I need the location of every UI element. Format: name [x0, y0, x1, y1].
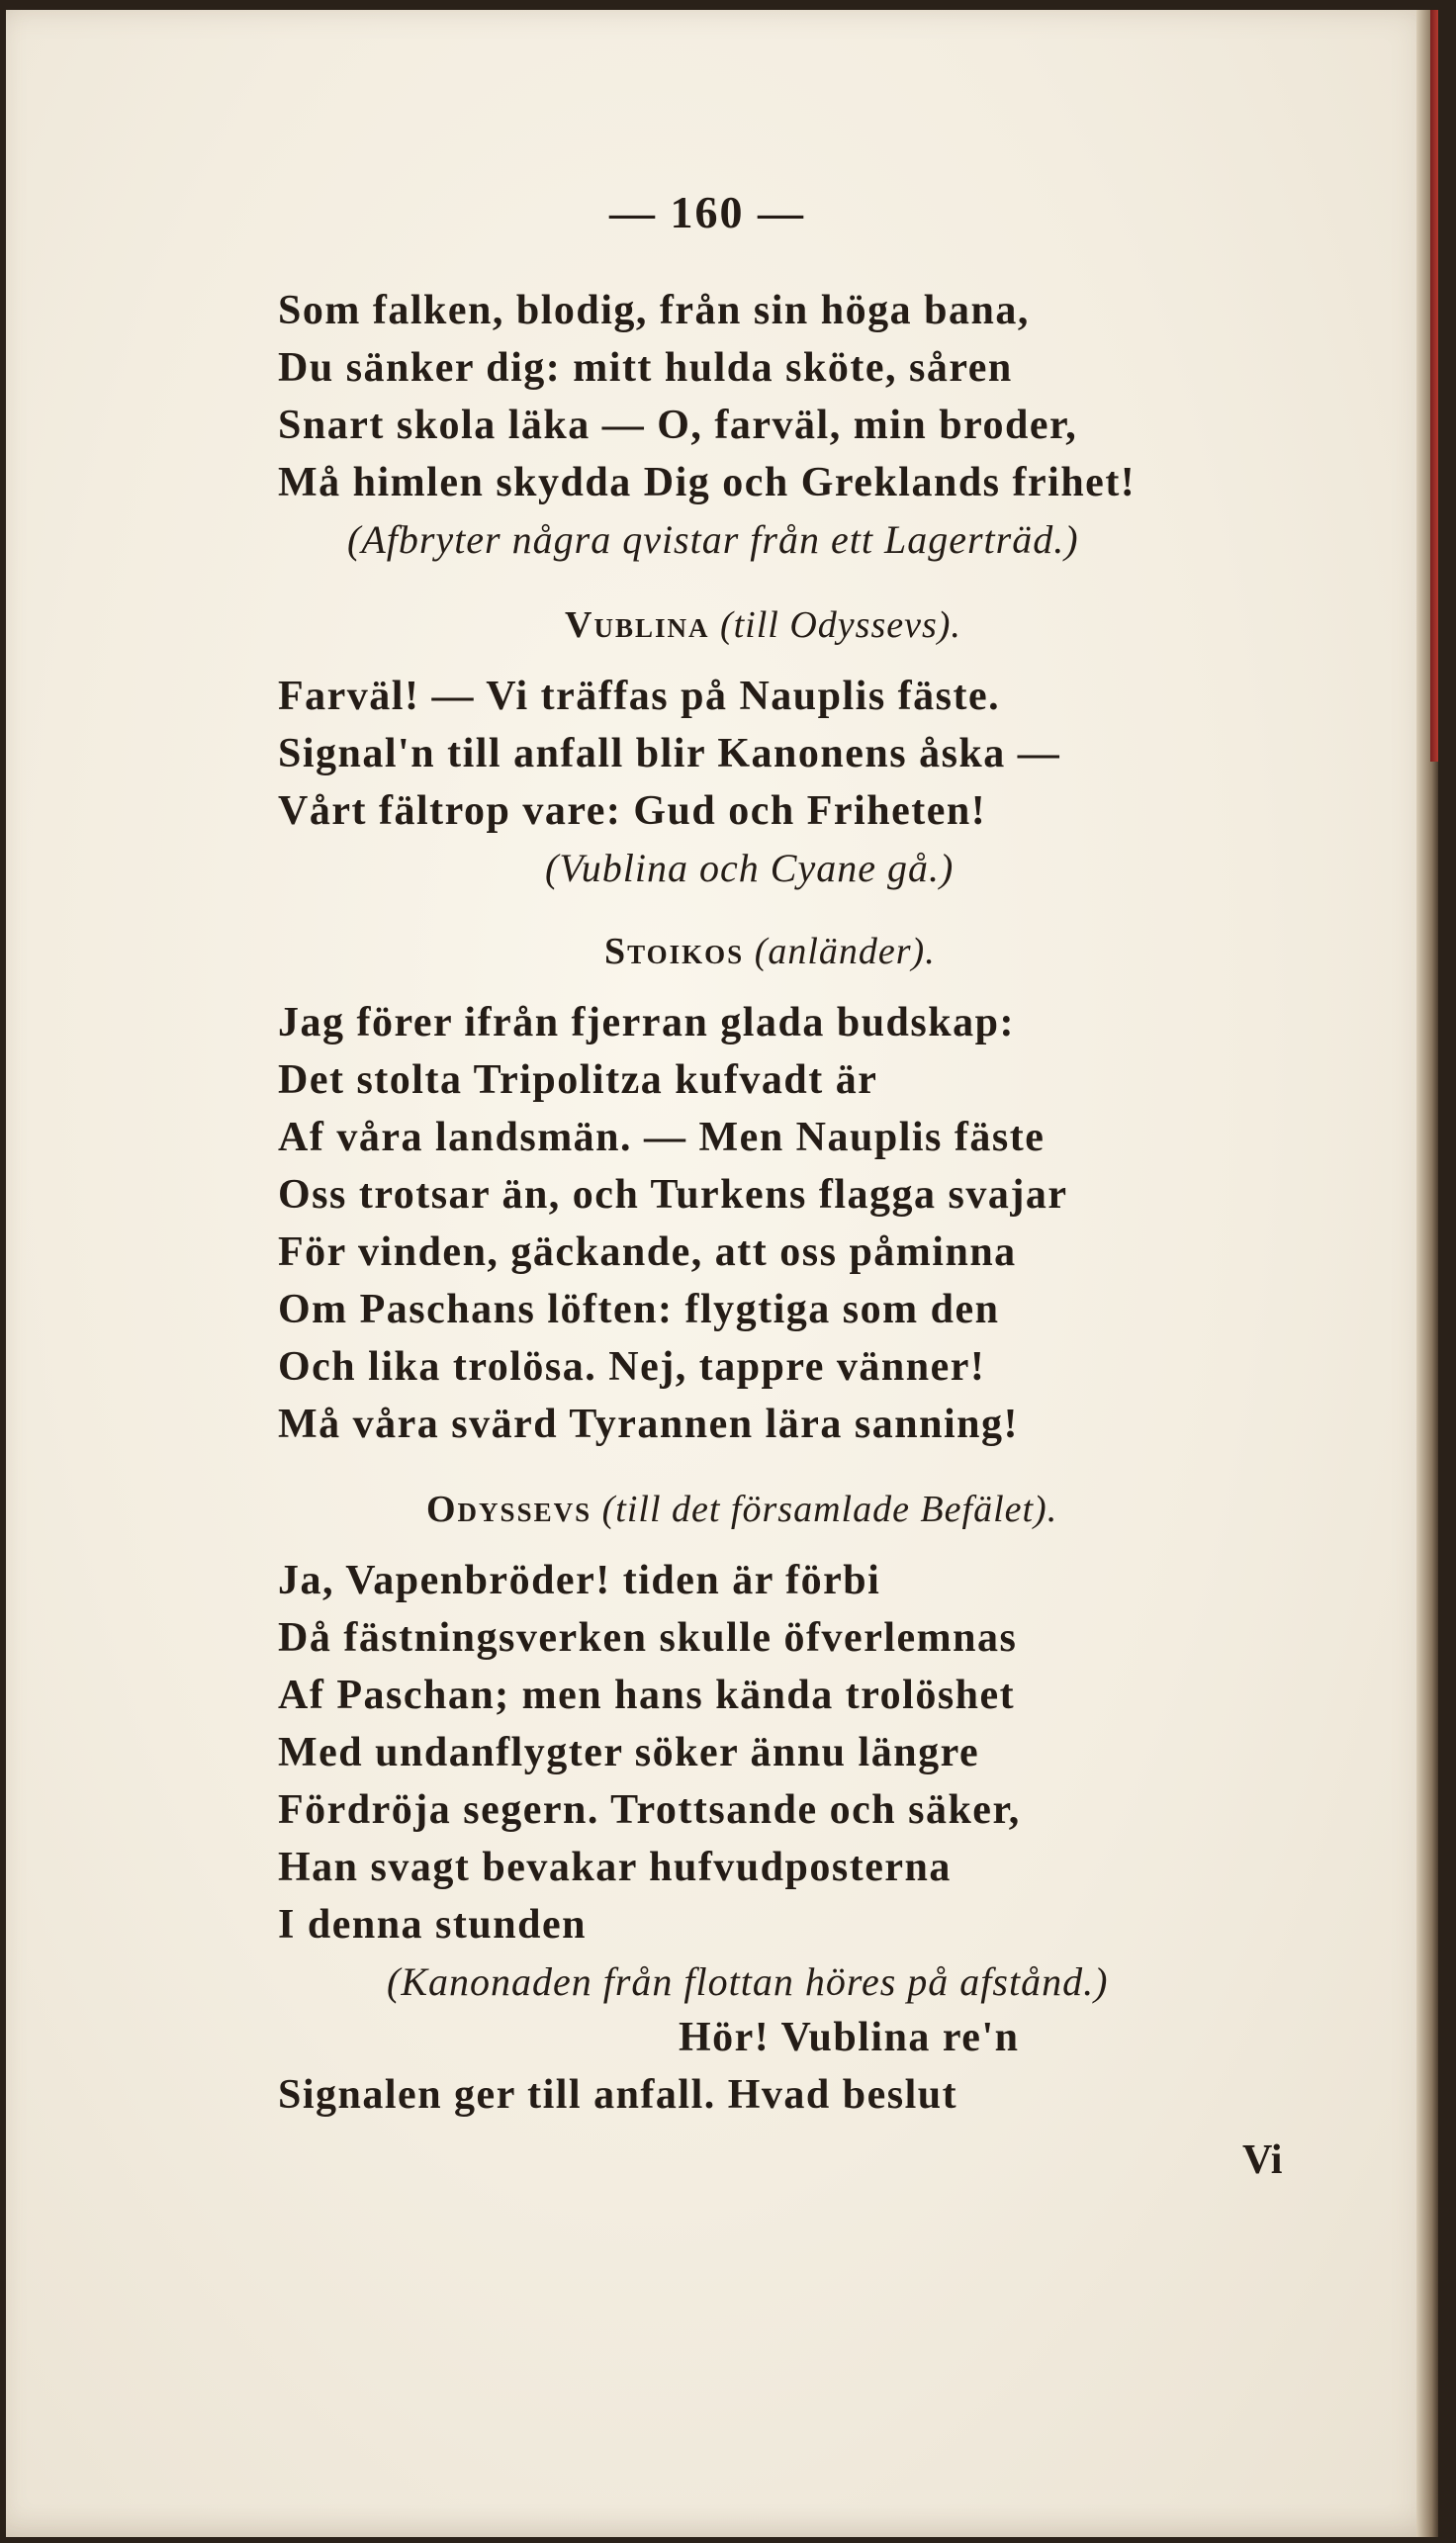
verse-line: Ja, Vapenbröder! tiden är förbi	[278, 1558, 881, 1603]
verse-line: Farväl! — Vi träffas på Nauplis fäste.	[278, 674, 1001, 719]
verse-line: Signalen ger till anfall. Hvad beslut	[278, 2072, 958, 2118]
verse-line: I denna stunden	[278, 1902, 587, 1948]
stage-direction: (Afbryter några qvistar från ett Lagerträd.)	[347, 517, 1079, 562]
verse-line: Må våra svärd Tyrannen lära sanning!	[278, 1402, 1020, 1447]
bookmark-ribbon	[1430, 10, 1438, 762]
book-page	[6, 10, 1438, 2537]
speaker-name: Odyssevs	[426, 1489, 592, 1530]
speaker-heading	[565, 603, 961, 647]
verse-line: Hör! Vublina re'n	[679, 2015, 1020, 2060]
stage-direction: (Kanonaden från flottan höres på afstånd.)	[387, 1959, 1109, 2004]
verse-line: Det stolta Tripolitza kufvadt är	[278, 1057, 878, 1103]
verse-line: Af våra landsmän. — Men Nauplis fäste	[278, 1115, 1046, 1160]
verse-line: Af Paschan; men hans kända trolöshet	[278, 1673, 1016, 1718]
verse-line: Signal'n till anfall blir Kanonens åska —	[278, 731, 1061, 776]
verse-line: Snart skola läka — O, farväl, min broder,	[278, 403, 1078, 448]
verse-line: Oss trotsar än, och Turkens flagga svajar	[278, 1172, 1068, 1218]
speaker-name: Stoikos	[604, 931, 745, 972]
speaker-direction: (anländer).	[754, 931, 936, 972]
verse-line: Och lika trolösa. Nej, tappre vänner!	[278, 1344, 986, 1390]
stage-direction: (Vublina och Cyane gå.)	[545, 846, 955, 890]
verse-line: Som falken, blodig, från sin höga bana,	[278, 288, 1030, 333]
speaker-heading	[426, 1488, 1057, 1531]
verse-line: Jag förer ifrån fjerran glada budskap:	[278, 1000, 1015, 1045]
catchword: Vi	[1242, 2137, 1283, 2183]
verse-line: Han svagt bevakar hufvudposterna	[278, 1845, 952, 1890]
speaker-heading	[604, 930, 936, 973]
verse-line: Vårt fältrop vare: Gud och Friheten!	[278, 788, 987, 834]
verse-line: Fördröja segern. Trottsande och säker,	[278, 1787, 1021, 1833]
speaker-name: Vublina	[565, 604, 710, 646]
page-number: — 160 —	[609, 187, 805, 237]
verse-line: Då fästningsverken skulle öfverlemnas	[278, 1615, 1018, 1661]
verse-line: Med undanflygter söker ännu längre	[278, 1730, 980, 1775]
verse-line: Må himlen skydda Dig och Greklands frihet!	[278, 460, 1137, 505]
speaker-direction: (till Odyssevs).	[719, 604, 961, 646]
verse-line: Du sänker dig: mitt hulda sköte, såren	[278, 345, 1013, 391]
speaker-direction: (till det församlade Befälet).	[601, 1489, 1058, 1530]
verse-line: Om Paschans löften: flygtiga som den	[278, 1287, 1000, 1332]
verse-line: För vinden, gäckande, att oss påminna	[278, 1229, 1017, 1275]
